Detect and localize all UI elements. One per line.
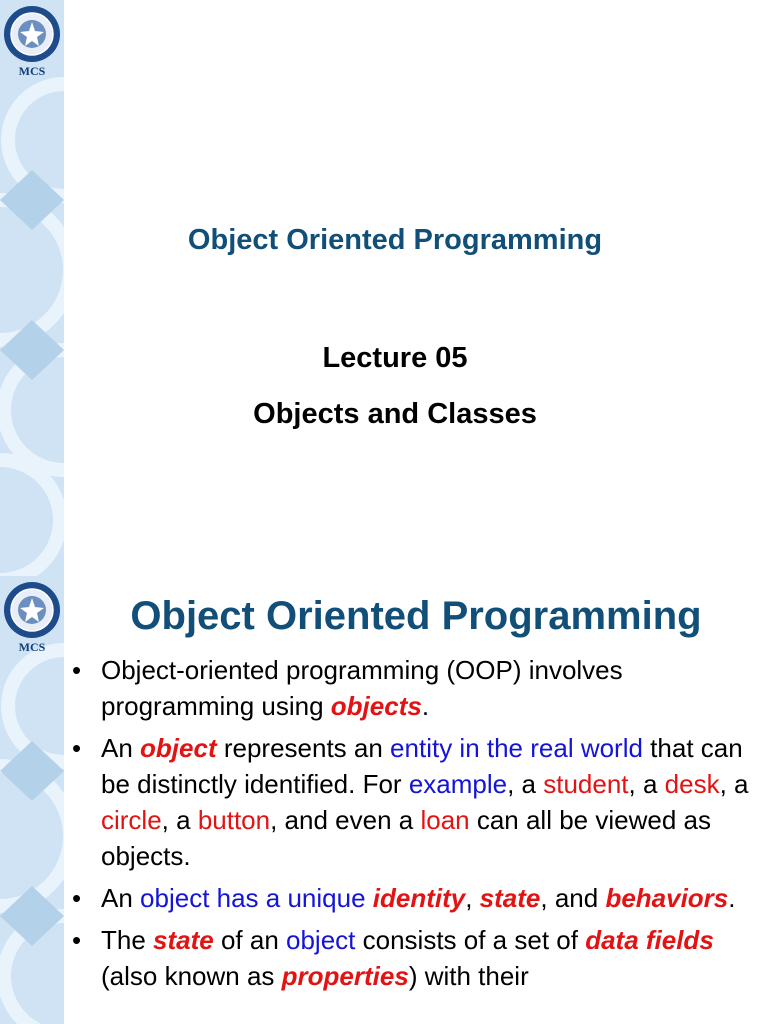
emphasis-term: state bbox=[153, 925, 214, 955]
emphasis-term: object bbox=[140, 733, 217, 763]
bullet-text: . bbox=[421, 691, 430, 721]
bullet-item bbox=[72, 730, 752, 874]
bullet-item bbox=[72, 922, 752, 994]
bullet-text: An bbox=[101, 883, 141, 913]
slide-title: Object Oriented Programming bbox=[130, 594, 702, 638]
bullet-text: , and even a bbox=[270, 805, 421, 835]
bullet-text: , and bbox=[540, 883, 606, 913]
course-title: Object Oriented Programming bbox=[187, 224, 603, 256]
example-term: desk bbox=[664, 769, 720, 799]
highlight-text: example bbox=[408, 769, 508, 799]
bullet-text: , a bbox=[161, 805, 198, 835]
bullet-text: consists of a set of bbox=[355, 925, 586, 955]
emphasis-term: behaviors bbox=[605, 883, 729, 913]
bullet-text: can all be viewed as objects. bbox=[101, 805, 711, 871]
bullet-glyph: • bbox=[72, 655, 82, 685]
bullet-list bbox=[72, 652, 752, 1000]
bullet-text: The bbox=[101, 925, 154, 955]
example-term: loan bbox=[420, 805, 470, 835]
emphasis-term: data fields bbox=[585, 925, 714, 955]
bullet-text: of an bbox=[213, 925, 287, 955]
highlight-text: entity in the real world bbox=[390, 733, 643, 763]
bullet-text: (also known as bbox=[101, 961, 282, 991]
example-term: student bbox=[543, 769, 629, 799]
seal-icon bbox=[2, 4, 62, 64]
decorative-sidebar bbox=[0, 0, 64, 576]
content-slide bbox=[0, 576, 768, 1024]
bullet-text: ) with their bbox=[408, 961, 529, 991]
university-seal-logo bbox=[2, 4, 62, 80]
logo-text: MCS bbox=[18, 640, 46, 654]
lecture-number: Lecture 05 bbox=[322, 342, 468, 374]
emphasis-term: properties bbox=[281, 961, 409, 991]
decorative-sidebar bbox=[0, 576, 64, 1024]
bullet-glyph: • bbox=[72, 883, 82, 913]
bullet-text: , a bbox=[719, 769, 749, 799]
bullet-text: , a bbox=[507, 769, 544, 799]
logo-text: MCS bbox=[18, 64, 46, 78]
seal-icon bbox=[2, 580, 62, 640]
bullet-text: An bbox=[101, 733, 141, 763]
highlight-text: object has a unique bbox=[140, 883, 373, 913]
emphasis-term: state bbox=[479, 883, 541, 913]
example-term: button bbox=[197, 805, 271, 835]
bullet-text: , bbox=[465, 883, 480, 913]
emphasis-term: objects bbox=[330, 691, 422, 721]
bullet-glyph: • bbox=[72, 925, 82, 955]
bullet-glyph: • bbox=[72, 733, 82, 763]
bullet-text: , a bbox=[628, 769, 665, 799]
highlight-text: object bbox=[286, 925, 356, 955]
example-term: circle bbox=[101, 805, 162, 835]
emphasis-term: identity bbox=[372, 883, 466, 913]
bullet-text: that can be distinctly identified. For bbox=[101, 733, 743, 799]
bullet-text: Object-oriented programming (OOP) involves programming using bbox=[101, 655, 623, 721]
bullet-item bbox=[72, 880, 752, 916]
pattern-graphic bbox=[0, 0, 64, 576]
university-seal-logo bbox=[2, 580, 62, 656]
lecture-topic: Objects and Classes bbox=[253, 398, 537, 430]
bullet-item bbox=[72, 652, 752, 724]
bullet-text: represents an bbox=[216, 733, 391, 763]
bullet-text: . bbox=[728, 883, 736, 913]
